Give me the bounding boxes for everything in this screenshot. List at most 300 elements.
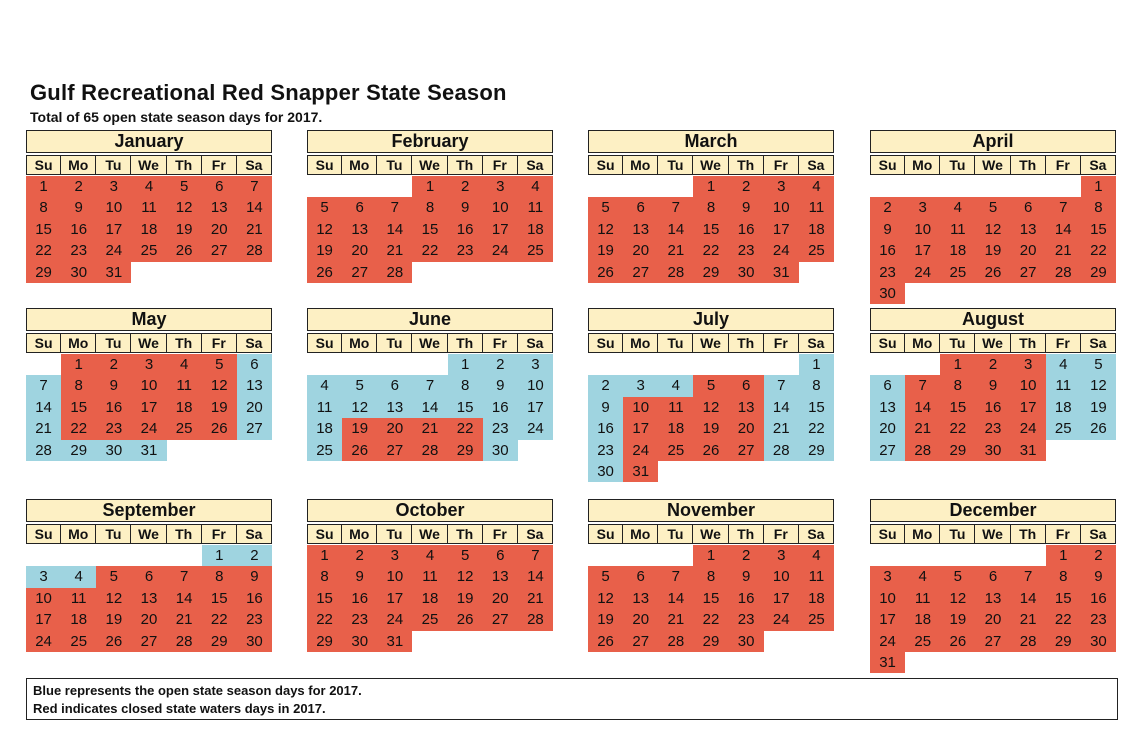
closed-day-cell: 6 xyxy=(131,566,166,587)
legend-blue-text: Blue represents the open state season days for 2017. xyxy=(33,683,362,698)
closed-day-cell: 26 xyxy=(342,440,377,461)
closed-day-cell: 16 xyxy=(237,588,272,609)
weekday-label: Th xyxy=(448,524,483,544)
closed-day-cell: 20 xyxy=(623,609,658,630)
month-october xyxy=(307,499,553,652)
closed-day-cell: 23 xyxy=(342,609,377,630)
open-day-cell: 6 xyxy=(237,354,272,375)
closed-day-cell: 5 xyxy=(448,545,483,566)
closed-day-cell: 30 xyxy=(975,440,1010,461)
closed-day-cell: 17 xyxy=(870,609,905,630)
month-name: May xyxy=(26,308,272,331)
open-day-cell: 6 xyxy=(377,375,412,396)
closed-day-cell: 10 xyxy=(483,197,518,218)
closed-day-cell: 23 xyxy=(729,609,764,630)
closed-day-cell: 14 xyxy=(658,219,693,240)
closed-day-cell: 31 xyxy=(377,631,412,652)
closed-day-cell: 20 xyxy=(131,609,166,630)
weekday-label: Su xyxy=(26,155,61,175)
closed-day-cell: 9 xyxy=(96,375,131,396)
closed-day-cell: 16 xyxy=(61,219,96,240)
weekday-label: Sa xyxy=(799,155,834,175)
closed-day-cell: 1 xyxy=(693,176,728,197)
closed-day-cell: 15 xyxy=(693,219,728,240)
empty-cell xyxy=(588,545,623,566)
weekday-label: Sa xyxy=(799,333,834,353)
day-grid xyxy=(588,545,834,652)
month-may xyxy=(26,308,272,461)
closed-day-cell: 25 xyxy=(131,240,166,261)
weekday-label: Mo xyxy=(905,155,940,175)
legend-red-text: Red indicates closed state waters days in 2017. xyxy=(33,701,326,716)
closed-day-cell: 24 xyxy=(96,240,131,261)
weekday-header xyxy=(870,155,1116,175)
closed-day-cell: 10 xyxy=(764,566,799,587)
empty-cell xyxy=(342,176,377,197)
weekday-label: We xyxy=(975,155,1010,175)
weekday-label: Fr xyxy=(764,333,799,353)
day-grid xyxy=(870,545,1116,673)
closed-day-cell: 7 xyxy=(905,375,940,396)
weekday-label: Mo xyxy=(342,524,377,544)
weekday-label: Tu xyxy=(96,333,131,353)
closed-day-cell: 21 xyxy=(658,240,693,261)
closed-day-cell: 3 xyxy=(1011,354,1046,375)
closed-day-cell: 23 xyxy=(61,240,96,261)
closed-day-cell: 24 xyxy=(870,631,905,652)
open-day-cell: 7 xyxy=(26,375,61,396)
closed-day-cell: 28 xyxy=(658,631,693,652)
open-day-cell: 21 xyxy=(764,418,799,439)
closed-day-cell: 29 xyxy=(693,262,728,283)
closed-day-cell: 22 xyxy=(202,609,237,630)
closed-day-cell: 6 xyxy=(483,545,518,566)
closed-day-cell: 23 xyxy=(1081,609,1116,630)
closed-day-cell: 26 xyxy=(588,262,623,283)
closed-day-cell: 2 xyxy=(342,545,377,566)
closed-day-cell: 2 xyxy=(61,176,96,197)
empty-cell xyxy=(905,545,940,566)
weekday-label: Su xyxy=(588,155,623,175)
empty-cell xyxy=(588,354,623,375)
closed-day-cell: 11 xyxy=(518,197,553,218)
closed-day-cell: 17 xyxy=(1011,397,1046,418)
closed-day-cell: 24 xyxy=(764,240,799,261)
open-day-cell: 30 xyxy=(483,440,518,461)
month-august xyxy=(870,308,1116,461)
closed-day-cell: 28 xyxy=(237,240,272,261)
open-day-cell: 28 xyxy=(26,440,61,461)
open-day-cell: 11 xyxy=(1046,375,1081,396)
closed-day-cell: 10 xyxy=(905,219,940,240)
weekday-header xyxy=(588,155,834,175)
closed-day-cell: 19 xyxy=(448,588,483,609)
weekday-label: Sa xyxy=(237,524,272,544)
empty-cell xyxy=(167,545,202,566)
empty-cell xyxy=(940,176,975,197)
open-day-cell: 17 xyxy=(518,397,553,418)
open-day-cell: 1 xyxy=(202,545,237,566)
closed-day-cell: 6 xyxy=(975,566,1010,587)
closed-day-cell: 24 xyxy=(377,609,412,630)
empty-cell xyxy=(131,545,166,566)
closed-day-cell: 19 xyxy=(693,418,728,439)
closed-day-cell: 9 xyxy=(729,197,764,218)
day-grid xyxy=(307,545,553,652)
closed-day-cell: 16 xyxy=(870,240,905,261)
closed-day-cell: 18 xyxy=(905,609,940,630)
closed-day-cell: 18 xyxy=(658,418,693,439)
closed-day-cell: 14 xyxy=(237,197,272,218)
empty-cell xyxy=(1046,176,1081,197)
closed-day-cell: 22 xyxy=(693,240,728,261)
open-day-cell: 28 xyxy=(764,440,799,461)
closed-day-cell: 8 xyxy=(202,566,237,587)
closed-day-cell: 13 xyxy=(1011,219,1046,240)
closed-day-cell: 27 xyxy=(729,440,764,461)
weekday-label: Th xyxy=(167,333,202,353)
weekday-label: Mo xyxy=(905,524,940,544)
open-day-cell: 30 xyxy=(588,461,623,482)
weekday-label: Fr xyxy=(483,155,518,175)
closed-day-cell: 1 xyxy=(693,545,728,566)
closed-day-cell: 9 xyxy=(61,197,96,218)
closed-day-cell: 11 xyxy=(412,566,447,587)
closed-day-cell: 7 xyxy=(377,197,412,218)
closed-day-cell: 1 xyxy=(26,176,61,197)
closed-day-cell: 2 xyxy=(729,545,764,566)
weekday-label: Fr xyxy=(1046,155,1081,175)
closed-day-cell: 11 xyxy=(799,197,834,218)
weekday-label: Th xyxy=(729,333,764,353)
empty-cell xyxy=(1011,545,1046,566)
weekday-label: Su xyxy=(26,333,61,353)
closed-day-cell: 4 xyxy=(131,176,166,197)
weekday-label: Sa xyxy=(1081,524,1116,544)
closed-day-cell: 3 xyxy=(131,354,166,375)
weekday-header xyxy=(870,524,1116,544)
closed-day-cell: 15 xyxy=(412,219,447,240)
closed-day-cell: 11 xyxy=(61,588,96,609)
closed-day-cell: 18 xyxy=(412,588,447,609)
month-name: October xyxy=(307,499,553,522)
closed-day-cell: 10 xyxy=(26,588,61,609)
closed-day-cell: 23 xyxy=(975,418,1010,439)
month-july xyxy=(588,308,834,482)
closed-day-cell: 12 xyxy=(693,397,728,418)
closed-day-cell: 27 xyxy=(623,631,658,652)
open-day-cell: 4 xyxy=(658,375,693,396)
weekday-label: Sa xyxy=(518,524,553,544)
closed-day-cell: 25 xyxy=(799,240,834,261)
closed-day-cell: 7 xyxy=(518,545,553,566)
open-day-cell: 25 xyxy=(1046,418,1081,439)
closed-day-cell: 17 xyxy=(26,609,61,630)
day-grid xyxy=(870,354,1116,461)
open-day-cell: 16 xyxy=(483,397,518,418)
closed-day-cell: 17 xyxy=(764,219,799,240)
closed-day-cell: 13 xyxy=(623,219,658,240)
open-day-cell: 23 xyxy=(483,418,518,439)
open-day-cell: 8 xyxy=(448,375,483,396)
open-day-cell: 13 xyxy=(870,397,905,418)
weekday-header xyxy=(588,524,834,544)
month-april xyxy=(870,130,1116,304)
closed-day-cell: 16 xyxy=(975,397,1010,418)
empty-cell xyxy=(623,545,658,566)
closed-day-cell: 7 xyxy=(658,566,693,587)
closed-day-cell: 22 xyxy=(61,418,96,439)
closed-day-cell: 26 xyxy=(940,631,975,652)
month-june xyxy=(307,308,553,461)
day-grid xyxy=(588,354,834,482)
empty-cell xyxy=(26,545,61,566)
weekday-label: We xyxy=(975,524,1010,544)
closed-day-cell: 26 xyxy=(448,609,483,630)
day-grid xyxy=(26,354,272,461)
open-day-cell: 1 xyxy=(799,354,834,375)
open-day-cell: 3 xyxy=(623,375,658,396)
open-day-cell: 18 xyxy=(1046,397,1081,418)
empty-cell xyxy=(764,354,799,375)
open-day-cell: 3 xyxy=(26,566,61,587)
weekday-header xyxy=(588,333,834,353)
weekday-label: Th xyxy=(729,155,764,175)
month-september xyxy=(26,499,272,652)
month-name: December xyxy=(870,499,1116,522)
month-name: August xyxy=(870,308,1116,331)
closed-day-cell: 23 xyxy=(96,418,131,439)
closed-day-cell: 1 xyxy=(307,545,342,566)
month-name: February xyxy=(307,130,553,153)
open-day-cell: 2 xyxy=(237,545,272,566)
closed-day-cell: 22 xyxy=(1046,609,1081,630)
closed-day-cell: 20 xyxy=(202,219,237,240)
month-name: April xyxy=(870,130,1116,153)
closed-day-cell: 27 xyxy=(975,631,1010,652)
closed-day-cell: 10 xyxy=(764,197,799,218)
weekday-label: We xyxy=(412,155,447,175)
weekday-label: Th xyxy=(167,155,202,175)
empty-cell xyxy=(61,545,96,566)
closed-day-cell: 30 xyxy=(729,631,764,652)
weekday-label: Fr xyxy=(483,524,518,544)
closed-day-cell: 20 xyxy=(975,609,1010,630)
weekday-label: We xyxy=(693,333,728,353)
closed-day-cell: 22 xyxy=(412,240,447,261)
closed-day-cell: 18 xyxy=(61,609,96,630)
weekday-label: Sa xyxy=(237,333,272,353)
weekday-label: Su xyxy=(588,333,623,353)
weekday-label: Mo xyxy=(61,524,96,544)
weekday-header xyxy=(26,155,272,175)
closed-day-cell: 20 xyxy=(483,588,518,609)
weekday-label: Mo xyxy=(342,333,377,353)
closed-day-cell: 18 xyxy=(940,240,975,261)
open-day-cell: 5 xyxy=(1081,354,1116,375)
closed-day-cell: 31 xyxy=(870,652,905,673)
closed-day-cell: 21 xyxy=(905,418,940,439)
closed-day-cell: 4 xyxy=(167,354,202,375)
closed-day-cell: 25 xyxy=(940,262,975,283)
closed-day-cell: 20 xyxy=(1011,240,1046,261)
open-day-cell: 16 xyxy=(588,418,623,439)
closed-day-cell: 19 xyxy=(940,609,975,630)
closed-day-cell: 18 xyxy=(131,219,166,240)
open-day-cell: 12 xyxy=(1081,375,1116,396)
closed-day-cell: 11 xyxy=(799,566,834,587)
closed-day-cell: 28 xyxy=(1011,631,1046,652)
closed-day-cell: 24 xyxy=(623,440,658,461)
closed-day-cell: 6 xyxy=(729,375,764,396)
closed-day-cell: 9 xyxy=(975,375,1010,396)
closed-day-cell: 5 xyxy=(940,566,975,587)
closed-day-cell: 14 xyxy=(377,219,412,240)
closed-day-cell: 11 xyxy=(658,397,693,418)
closed-day-cell: 22 xyxy=(26,240,61,261)
closed-day-cell: 6 xyxy=(202,176,237,197)
weekday-label: Mo xyxy=(623,155,658,175)
closed-day-cell: 7 xyxy=(237,176,272,197)
closed-day-cell: 23 xyxy=(237,609,272,630)
open-day-cell: 14 xyxy=(412,397,447,418)
closed-day-cell: 3 xyxy=(483,176,518,197)
weekday-label: Sa xyxy=(799,524,834,544)
closed-day-cell: 19 xyxy=(975,240,1010,261)
open-day-cell: 29 xyxy=(61,440,96,461)
closed-day-cell: 7 xyxy=(658,197,693,218)
open-day-cell: 7 xyxy=(764,375,799,396)
closed-day-cell: 5 xyxy=(96,566,131,587)
closed-day-cell: 30 xyxy=(342,631,377,652)
closed-day-cell: 9 xyxy=(1081,566,1116,587)
empty-cell xyxy=(377,176,412,197)
closed-day-cell: 5 xyxy=(307,197,342,218)
closed-day-cell: 21 xyxy=(658,609,693,630)
closed-day-cell: 3 xyxy=(870,566,905,587)
closed-day-cell: 28 xyxy=(1046,262,1081,283)
closed-day-cell: 26 xyxy=(167,240,202,261)
closed-day-cell: 20 xyxy=(377,418,412,439)
weekday-label: Mo xyxy=(342,155,377,175)
weekday-label: We xyxy=(412,333,447,353)
closed-day-cell: 16 xyxy=(1081,588,1116,609)
open-day-cell: 9 xyxy=(483,375,518,396)
closed-day-cell: 27 xyxy=(202,240,237,261)
closed-day-cell: 2 xyxy=(1081,545,1116,566)
closed-day-cell: 2 xyxy=(448,176,483,197)
weekday-label: Su xyxy=(870,524,905,544)
closed-day-cell: 14 xyxy=(518,566,553,587)
closed-day-cell: 4 xyxy=(412,545,447,566)
open-day-cell: 2 xyxy=(483,354,518,375)
month-february xyxy=(307,130,553,283)
weekday-label: We xyxy=(131,155,166,175)
closed-day-cell: 29 xyxy=(940,440,975,461)
closed-day-cell: 9 xyxy=(729,566,764,587)
weekday-label: Su xyxy=(588,524,623,544)
weekday-label: Sa xyxy=(1081,333,1116,353)
weekday-header xyxy=(307,524,553,544)
closed-day-cell: 17 xyxy=(905,240,940,261)
weekday-label: We xyxy=(131,333,166,353)
closed-day-cell: 21 xyxy=(1011,609,1046,630)
closed-day-cell: 5 xyxy=(202,354,237,375)
closed-day-cell: 25 xyxy=(412,609,447,630)
closed-day-cell: 22 xyxy=(307,609,342,630)
closed-day-cell: 20 xyxy=(342,240,377,261)
weekday-label: Fr xyxy=(1046,524,1081,544)
weekday-label: Fr xyxy=(202,524,237,544)
empty-cell xyxy=(975,545,1010,566)
closed-day-cell: 6 xyxy=(623,566,658,587)
empty-cell xyxy=(96,545,131,566)
open-day-cell: 8 xyxy=(799,375,834,396)
closed-day-cell: 12 xyxy=(975,219,1010,240)
page-subtitle: Total of 65 open state season days for 2017. xyxy=(30,109,323,125)
closed-day-cell: 9 xyxy=(237,566,272,587)
closed-day-cell: 17 xyxy=(377,588,412,609)
closed-day-cell: 5 xyxy=(588,566,623,587)
closed-day-cell: 30 xyxy=(237,631,272,652)
closed-day-cell: 3 xyxy=(377,545,412,566)
closed-day-cell: 16 xyxy=(729,219,764,240)
closed-day-cell: 3 xyxy=(764,545,799,566)
day-grid xyxy=(307,176,553,283)
closed-day-cell: 27 xyxy=(483,609,518,630)
closed-day-cell: 30 xyxy=(61,262,96,283)
open-day-cell: 27 xyxy=(237,418,272,439)
weekday-label: Tu xyxy=(377,333,412,353)
weekday-label: Tu xyxy=(658,155,693,175)
empty-cell xyxy=(342,354,377,375)
closed-day-cell: 27 xyxy=(377,440,412,461)
month-november xyxy=(588,499,834,652)
weekday-label: Th xyxy=(1011,524,1046,544)
day-grid xyxy=(588,176,834,283)
empty-cell xyxy=(905,176,940,197)
day-grid xyxy=(26,176,272,283)
weekday-label: Th xyxy=(448,333,483,353)
closed-day-cell: 29 xyxy=(448,440,483,461)
open-day-cell: 23 xyxy=(588,440,623,461)
closed-day-cell: 24 xyxy=(483,240,518,261)
closed-day-cell: 19 xyxy=(167,219,202,240)
weekday-label: Fr xyxy=(764,524,799,544)
open-day-cell: 9 xyxy=(588,397,623,418)
closed-day-cell: 1 xyxy=(412,176,447,197)
closed-day-cell: 15 xyxy=(940,397,975,418)
closed-day-cell: 10 xyxy=(377,566,412,587)
weekday-label: We xyxy=(131,524,166,544)
open-day-cell: 29 xyxy=(799,440,834,461)
closed-day-cell: 29 xyxy=(202,631,237,652)
closed-day-cell: 15 xyxy=(1046,588,1081,609)
closed-day-cell: 13 xyxy=(131,588,166,609)
empty-cell xyxy=(905,354,940,375)
closed-day-cell: 9 xyxy=(342,566,377,587)
closed-day-cell: 14 xyxy=(1011,588,1046,609)
empty-cell xyxy=(377,354,412,375)
open-day-cell: 13 xyxy=(377,397,412,418)
closed-day-cell: 24 xyxy=(1011,418,1046,439)
closed-day-cell: 9 xyxy=(448,197,483,218)
closed-day-cell: 25 xyxy=(658,440,693,461)
closed-day-cell: 31 xyxy=(764,262,799,283)
closed-day-cell: 11 xyxy=(940,219,975,240)
weekday-label: Th xyxy=(1011,333,1046,353)
weekday-label: Tu xyxy=(940,524,975,544)
